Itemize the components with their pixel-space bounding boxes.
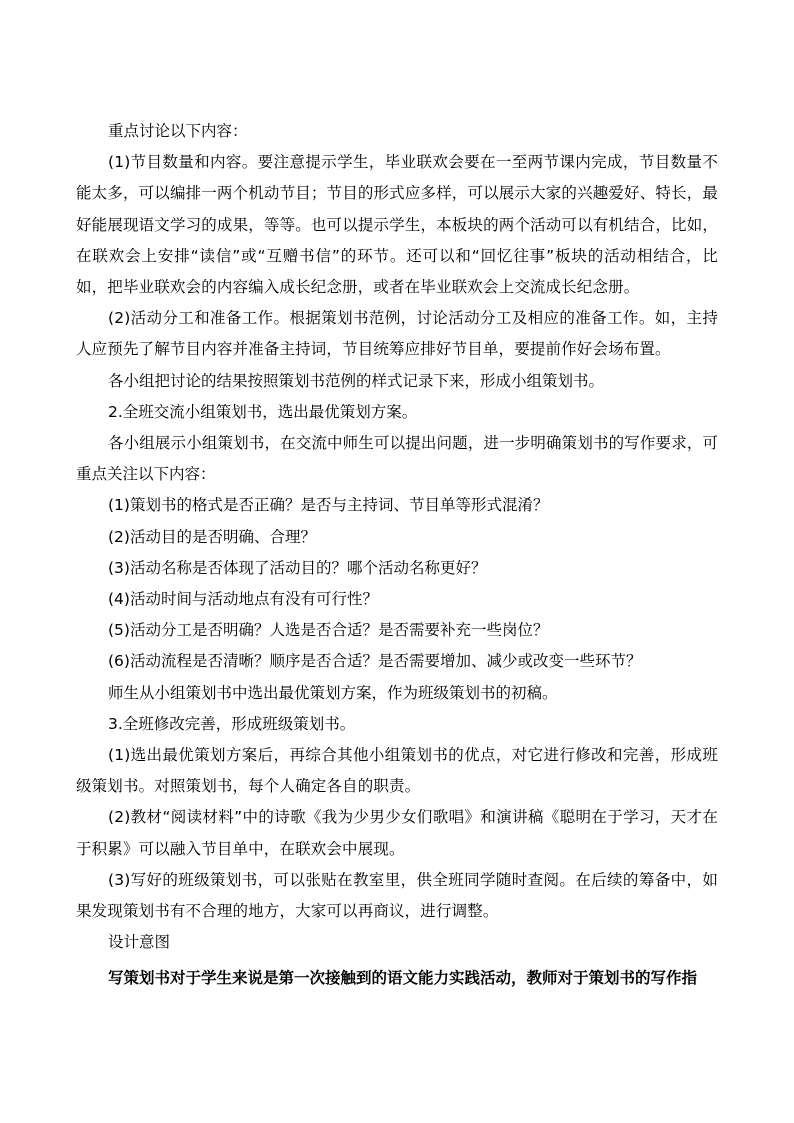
paragraph-check-process: (6)活动流程是否清晰？顺序是否合适？是否需要增加、减少或改变一些环节？	[108, 652, 642, 671]
paragraph-reading-material: (2)教材“阅读材料”中的诗歌《我为少男少女们歌唱》和演讲稿《聪明在于学习，天才在于积累》可以融入节目单中，在联欢会中展现。	[76, 808, 718, 858]
paragraph-discussion-intro: 重点讨论以下内容：	[108, 122, 248, 140]
paragraph-select-best: 师生从小组策划书中选出最优策划方案，作为班级策划书的初稿。	[108, 683, 558, 702]
document-body	[76, 116, 718, 994]
paragraph-item-division-of-work: (2)活动分工和准备工作。根据策划书范例，讨论活动分工及相应的准备工作。如，主持人应预先了解节目内容并准备主持词，节目统筹应排好节目单，要提前作好会场布置。	[76, 309, 718, 359]
paragraph-design-intent-heading: 设计意图	[108, 933, 171, 952]
paragraph-check-time-place: (4)活动时间与活动地点有没有可行性？	[108, 590, 378, 609]
paragraph-group-record: 各小组把讨论的结果按照策划书范例的样式记录下来，形成小组策划书。	[108, 371, 605, 390]
paragraph-check-division: (5)活动分工是否明确？人选是否合适？是否需要补充一些岗位？	[108, 621, 549, 640]
paragraph-design-intent-body: 写策划书对于学生来说是第一次接触到的语文能力实践活动，教师对于策划书的写作指	[108, 968, 698, 988]
paragraph-item-program-count: (1)节目数量和内容。要注意提示学生，毕业联欢会要在一至两节课内完成，节目数量不能太多，可以编排一两个机动节目；节目的形式应多样，可以展示大家的兴趣爱好、特长，最好能展现语文学习的成果，等等。也可以提示学生，本板块的两个活动可以有机结合，比如，在联欢会上安排“读信”或“互赠书信”的环节。还可以和“回忆往事”板块的活动相结合，比如，把毕业联欢会的内容编入成长纪念册，或者在毕业联欢会上交流成长纪念册。	[76, 153, 718, 297]
paragraph-check-purpose: (2)活动目的是否明确、合理？	[108, 527, 316, 546]
paragraph-check-format: (1)策划书的格式是否正确？是否与主持词、节目单等形式混淆？	[108, 496, 549, 515]
paragraph-group-presentation: 各小组展示小组策划书，在交流中师生可以提出问题，进一步明确策划书的写作要求，可重点关注以下内容：	[76, 434, 718, 484]
paragraph-check-name: (3)活动名称是否体现了活动目的？哪个活动名称更好？	[108, 558, 487, 577]
paragraph-step-3-heading: 3.全班修改完善，形成班级策划书。	[108, 714, 356, 733]
paragraph-revise-plan: (1)选出最优策划方案后，再综合其他小组策划书的优点，对它进行修改和完善，形成班级策划书。对照策划书，每个人确定各自的职责。	[76, 746, 718, 796]
paragraph-step-2-heading: 2.全班交流小组策划书，选出最优策划方案。	[108, 402, 418, 421]
paragraph-post-plan: (3)写好的班级策划书，可以张贴在教室里，供全班同学随时查阅。在后续的筹备中，如果发现策划书有不合理的地方，大家可以再商议，进行调整。	[76, 870, 718, 921]
